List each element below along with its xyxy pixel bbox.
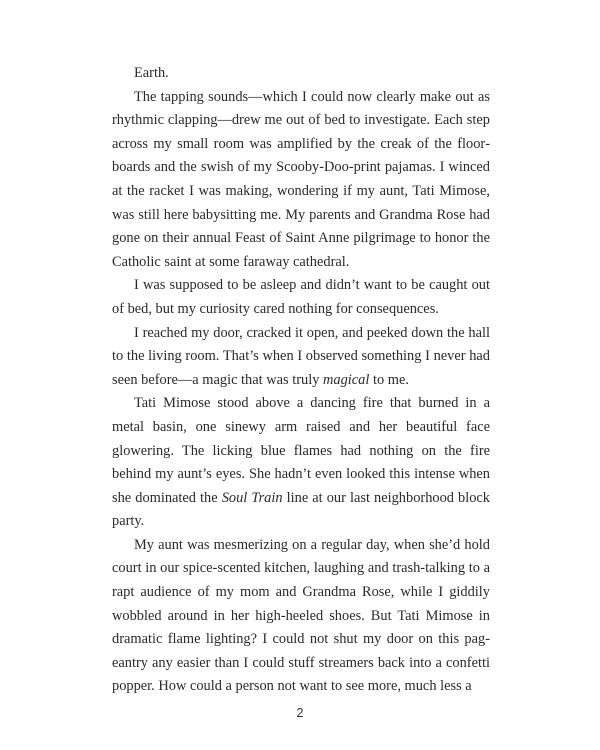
paragraph-5-italic: Soul Train — [221, 489, 283, 506]
paragraph-4 — [112, 322, 490, 393]
paragraph-6 — [112, 534, 490, 699]
paragraph-5-text-after: line at our last neighborhood block party. — [112, 489, 491, 530]
body-text — [112, 62, 490, 699]
paragraph-4-text-before: I reached my door, cracked it open, and peeked down the hall to the living room. That’s when I observed something I never had seen before—a magic that was truly — [112, 324, 490, 388]
paragraph-1-text: Earth. — [134, 65, 169, 81]
paragraph-4-italic: magical — [322, 371, 370, 388]
paragraph-2 — [112, 86, 490, 275]
paragraph-4-text-after: to me. — [369, 371, 409, 388]
paragraph-1 — [112, 62, 490, 86]
paragraph-5 — [112, 392, 490, 534]
paragraph-6-text: My aunt was mesmerizing on a regular day, when she’d hold court in our spice-scented kitchen, laughing and trash-talking to a rapt audience of my mom and Grandma Rose, while I giddily wobbled around in her high-heeled shoes. But Tati Mimose in dramatic flame lighting? I could not shut my door on this pageantry any easier than I could stuff streamers back into a confetti popper. How could a person not want to see more, much less a — [112, 536, 490, 695]
paragraph-2-text: The tapping sounds—which I could now clearly make out as rhythmic clapping—drew me out of bed to investigate. Each step across my small room was amplified by the creak of the floorboards and the swish of my Scooby-Doo-print pajamas. I winced at the racket I was making, wondering if my aunt, Tati Mimose, was still here babysitting me. My parents and Grandma Rose had gone on their annual Feast of Saint Anne pilgrimage to honor the Catholic saint at some faraway cathedral. — [112, 88, 490, 270]
page-number: 2 — [296, 706, 304, 720]
paragraph-3-text: I was supposed to be asleep and didn’t want to be caught out of bed, but my curiosity cared nothing for consequences. — [112, 277, 490, 317]
paragraph-3 — [112, 274, 490, 321]
paragraph-5-text-before: Tati Mimose stood above a dancing fire that burned in a metal basin, one sinewy arm raised and her beautiful face glowering. The licking blue flames had nothing on the fire behind my aunt’s eyes. She hadn’t even looked this intense when she dominated the — [112, 395, 490, 506]
